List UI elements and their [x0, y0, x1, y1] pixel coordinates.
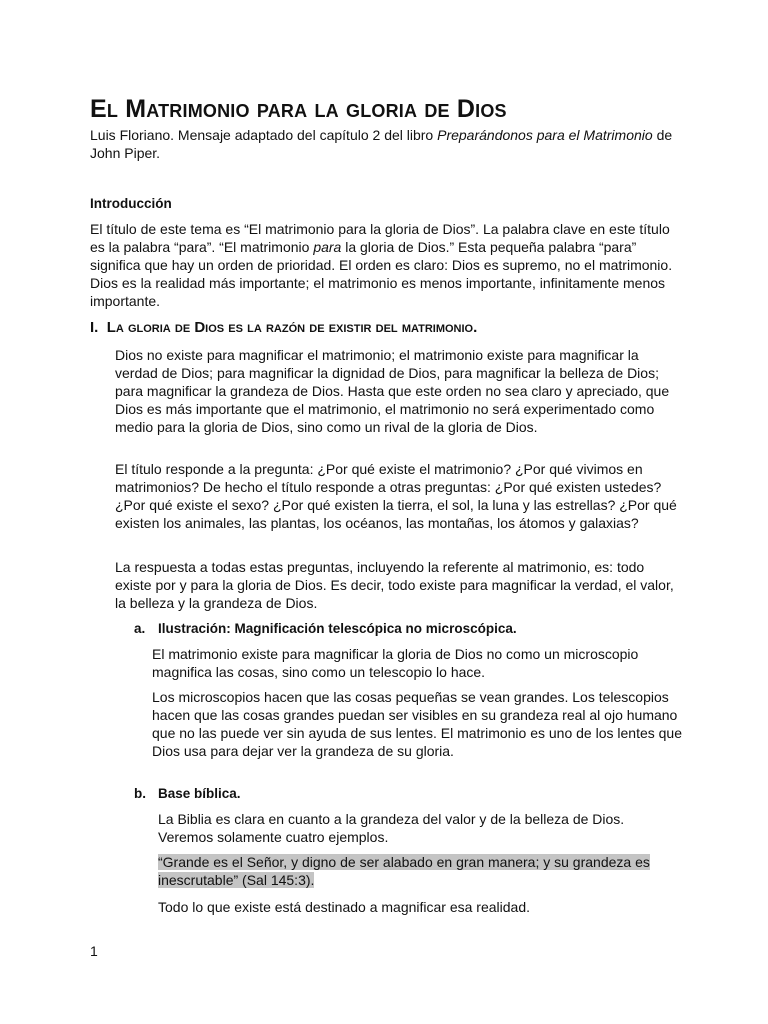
document-title: El Matrimonio para la gloria de Dios	[90, 95, 507, 123]
subsection-a-paragraph-1: El matrimonio existe para magnificar la gloria de Dios no como un microscopio magnifica las cosas, sino como un telescopio lo hace.	[152, 646, 639, 680]
section-1-number: I.	[90, 319, 99, 336]
subsection-b-letter: b.	[134, 786, 146, 801]
subsection-b-paragraph-1: La Biblia es clara en cuanto a la grandeza del valor y de la belleza de Dios. Veremos solamente cuatro ejemplos.	[158, 811, 625, 845]
intro-text-emphasis: para	[313, 239, 342, 255]
intro-heading: Introducción	[90, 196, 172, 211]
section-1-heading	[90, 318, 477, 338]
intro-text-end: la gloria de Dios.” Esta pequeña palabra “para” significa que hay un orden de prioridad. El orden es claro: Dios es supremo, no el matrimonio. Dios es la realidad más importante; el matrimonio es menos importante, infinitamente menos importante.	[90, 239, 673, 309]
byline-suffix: de John Piper.	[90, 127, 673, 161]
byline-prefix: Luis Floriano. Mensaje adaptado del capítulo 2 del libro	[90, 127, 438, 143]
section-1-paragraph-3: La respuesta a todas estas preguntas, incluyendo la referente al matrimonio, es: todo existe por y para la gloria de Dios. Es decir, todo existe para magnificar la verdad, el valor, la belleza y la grandeza de Dios.	[115, 559, 674, 611]
intro-text-start: El título de este tema es “El matrimonio para la gloria de Dios”. La palabra clave en este título es la palabra “para”. “El matrimonio	[90, 221, 670, 255]
section-1-title: La gloria de Dios es la razón de existir del matrimonio.	[106, 319, 478, 336]
subsection-a-title: Ilustración: Magnificación telescópica no microscópica.	[158, 621, 517, 636]
section-1-paragraph-1: Dios no existe para magnificar el matrimonio; el matrimonio existe para magnificar la verdad de Dios; para magnificar la dignidad de Dios, para magnificar la belleza de Dios; para magnificar la grandeza de Dios. Hasta que este orden no sea claro y apreciado, que Dios es más importante que el matrimonio, el matrimonio no será experimentado como medio para la gloria de Dios, sino como un rival de la gloria de Dios.	[115, 347, 670, 435]
highlighted-quote: “Grande es el Señor, y digno de ser alabado en gran manera; y su grandeza es inescrutable” (Sal 145:3).	[158, 854, 650, 888]
byline	[90, 126, 680, 162]
section-1-paragraph-2: El título responde a la pregunta: ¿Por qué existe el matrimonio? ¿Por qué vivimos en matrimonios? De hecho el título responde a otras preguntas: ¿Por qué existen ustedes? ¿Por qué existe el sexo? ¿Por qué existen la tierra, el sol, la luna y las estrellas? ¿Por qué existen los animales, las plantas, los océanos, las montañas, los átomos y galaxias?	[115, 461, 677, 531]
subsection-b-heading	[134, 785, 241, 803]
page-number: 1	[90, 943, 98, 959]
book-title: Preparándonos para el Matrimonio	[437, 127, 653, 143]
subsection-b-title: Base bíblica.	[158, 786, 241, 801]
subsection-a-paragraph-2: Los microscopios hacen que las cosas pequeñas se vean grandes. Los telescopios hacen que las cosas grandes puedan ser visibles en su grandeza real al ojo humano que no las puede ver sin ayuda de sus lentes. El matrimonio es uno de los lentes que Dios usa para dejar ver la grandeza de su gloria.	[152, 689, 682, 759]
subsection-a-letter: a.	[134, 621, 146, 636]
intro-paragraph	[90, 220, 680, 310]
subsection-b-paragraph-3: Todo lo que existe está destinado a magnificar esa realidad.	[158, 899, 531, 915]
subsection-a-heading	[134, 620, 517, 638]
scripture-quote-paragraph	[158, 853, 678, 889]
